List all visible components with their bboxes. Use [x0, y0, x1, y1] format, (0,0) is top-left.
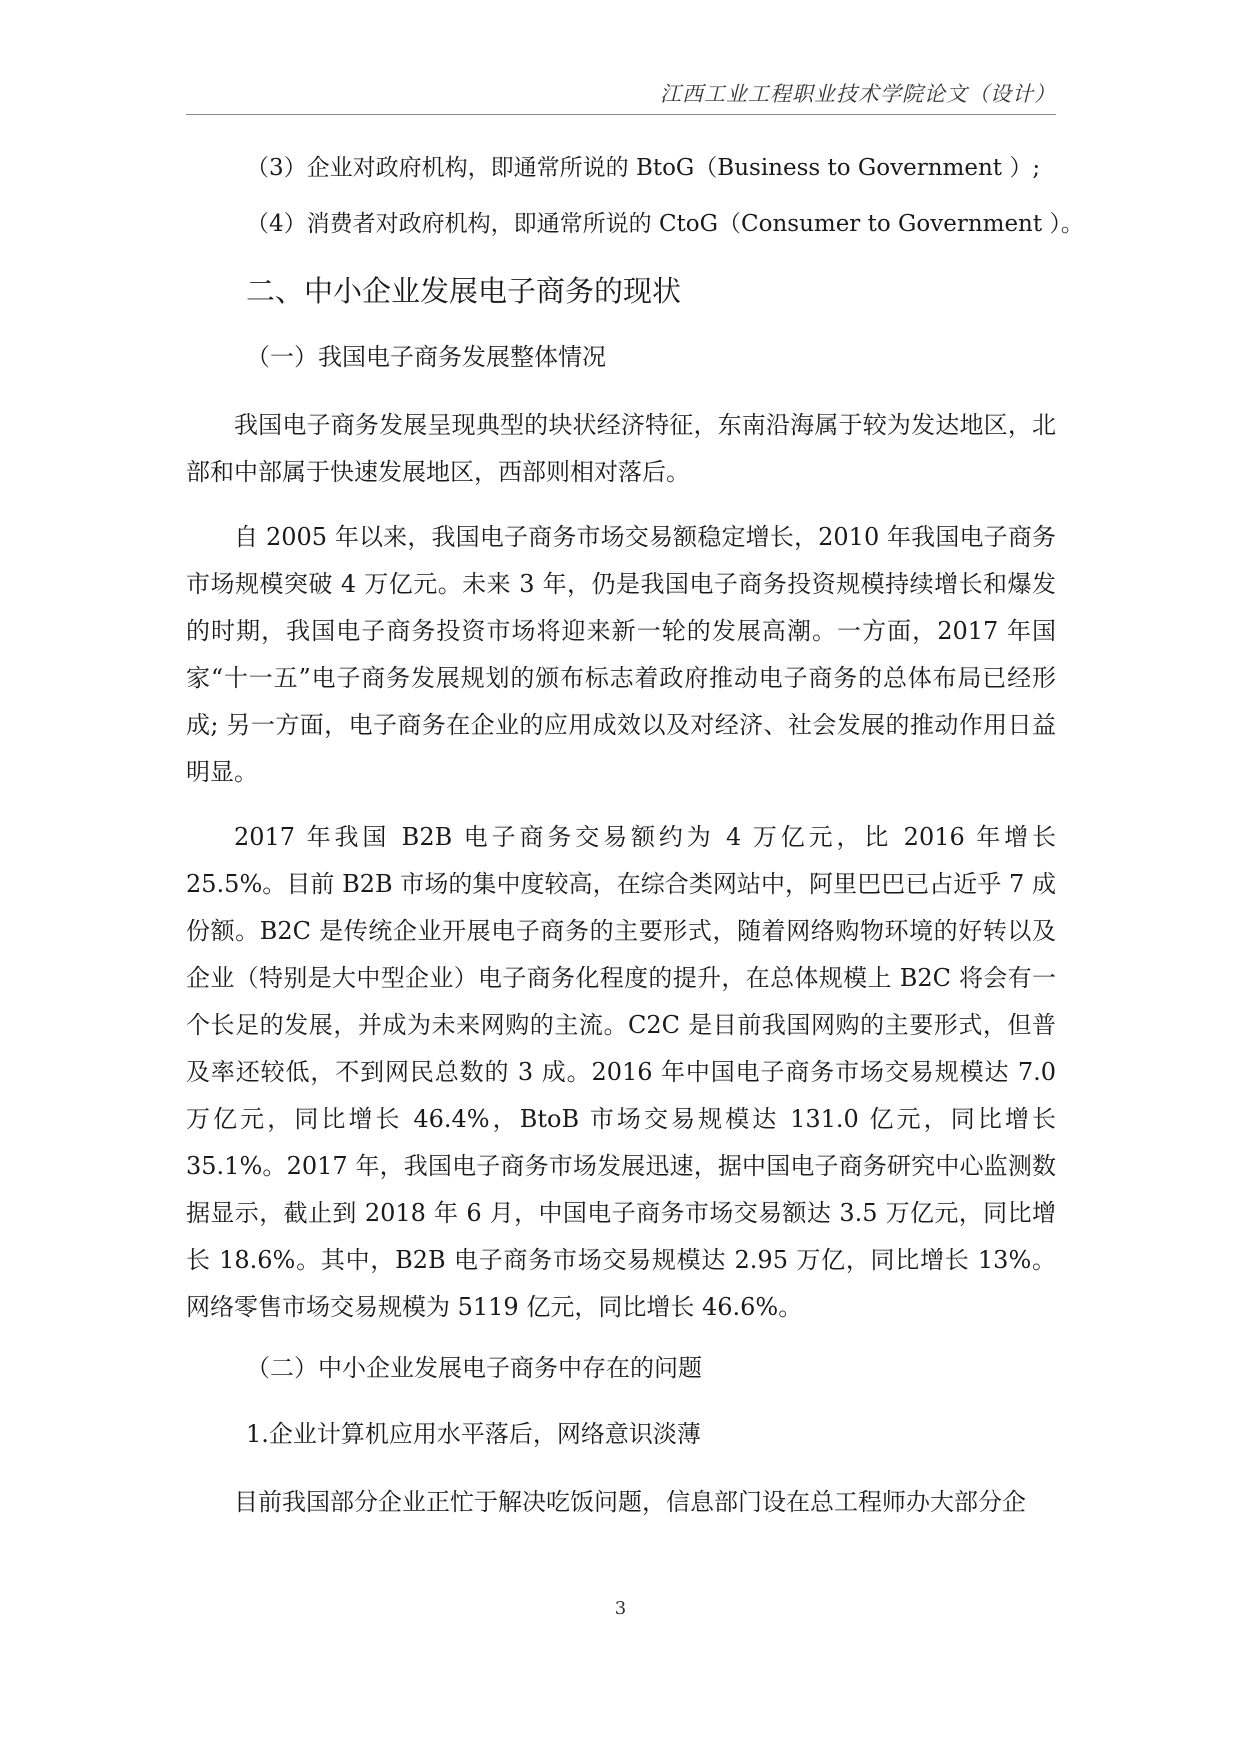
list-item-3: （3）企业对政府机构，即通常所说的 BtoG（Business to Government ）; [246, 155, 1041, 181]
paragraph-3: 2017 年我国 B2B 电子商务交易额约为 4 万亿元，比 2016 年增长 25.5%。目前 B2B 市场的集中度较高，在综合类网站中，阿里巴巴已占近乎 7 成份额。B2C 是传统企业开展电子商务的主要形式，随着网络购物环境的好转以及企业（特别是大中型企业）电子商务化程度的提升，在总体规模上 B2C 将会有一个长足的发展，并成为未来网购的主流。C2C 是目前我国网购的主要形式，但普及率还较低，不到网民总数的 3 成。2016 年中国电子商务市场交易规模达 7.0 万亿元，同比增长 46.4%，BtoB 市场交易规模达 131.0 亿元，同比增长 35.1%。2017 年，我国电子商务市场发展迅速，据中国电子商务研究中心监测数据显示，截止到 2018 年 6 月，中国电子商务市场交易额达 3.5 万亿元，同比增长 18.6%。其中，B2B 电子商务市场交易规模达 2.95 万亿，同比增长 13%。网络零售市场交易规模为 5119 亿元，同比增长 46.6%。 [186, 823, 1056, 1321]
running-header: 江西工业工程职业技术学院论文（设计） [660, 82, 1056, 106]
paragraph-2: 自 2005 年以来，我国电子商务市场交易额稳定增长，2010 年我国电子商务市场规模突破 4 万亿元。未来 3 年，仍是我国电子商务投资规模持续增长和爆发的时期，我国电子商务投资市场将迎来新一轮的发展高潮。一方面，2017 年国家“十一五”电子商务发展规划的颁布标志着政府推动电子商务的总体布局已经形成; 另一方面，电子商务在企业的应用成效以及对经济、社会发展的推动作用日益明显。 [186, 523, 1056, 786]
point-title-1: 1.企业计算机应用水平落后，网络意识淡薄 [246, 1420, 701, 1448]
header-divider [186, 114, 1056, 115]
subsection-title-2: （二）中小企业发展电子商务中存在的问题 [246, 1354, 702, 1382]
page-number: 3 [614, 1598, 627, 1619]
section-title: 二、中小企业发展电子商务的现状 [246, 274, 682, 308]
paragraph-1: 我国电子商务发展呈现典型的块状经济特征，东南沿海属于较为发达地区，北部和中部属于快速发展地区，西部则相对落后。 [186, 411, 1056, 486]
document-body [186, 140, 1084, 1530]
subsection-title-1: （一）我国电子商务发展整体情况 [246, 343, 606, 371]
paragraph-4: 目前我国部分企业正忙于解决吃饭问题，信息部门设在总工程师办大部分企 [234, 1488, 1026, 1516]
list-item-4: （4）消费者对政府机构，即通常所说的 CtoG（Consumer to Government ）。 [246, 211, 1084, 237]
